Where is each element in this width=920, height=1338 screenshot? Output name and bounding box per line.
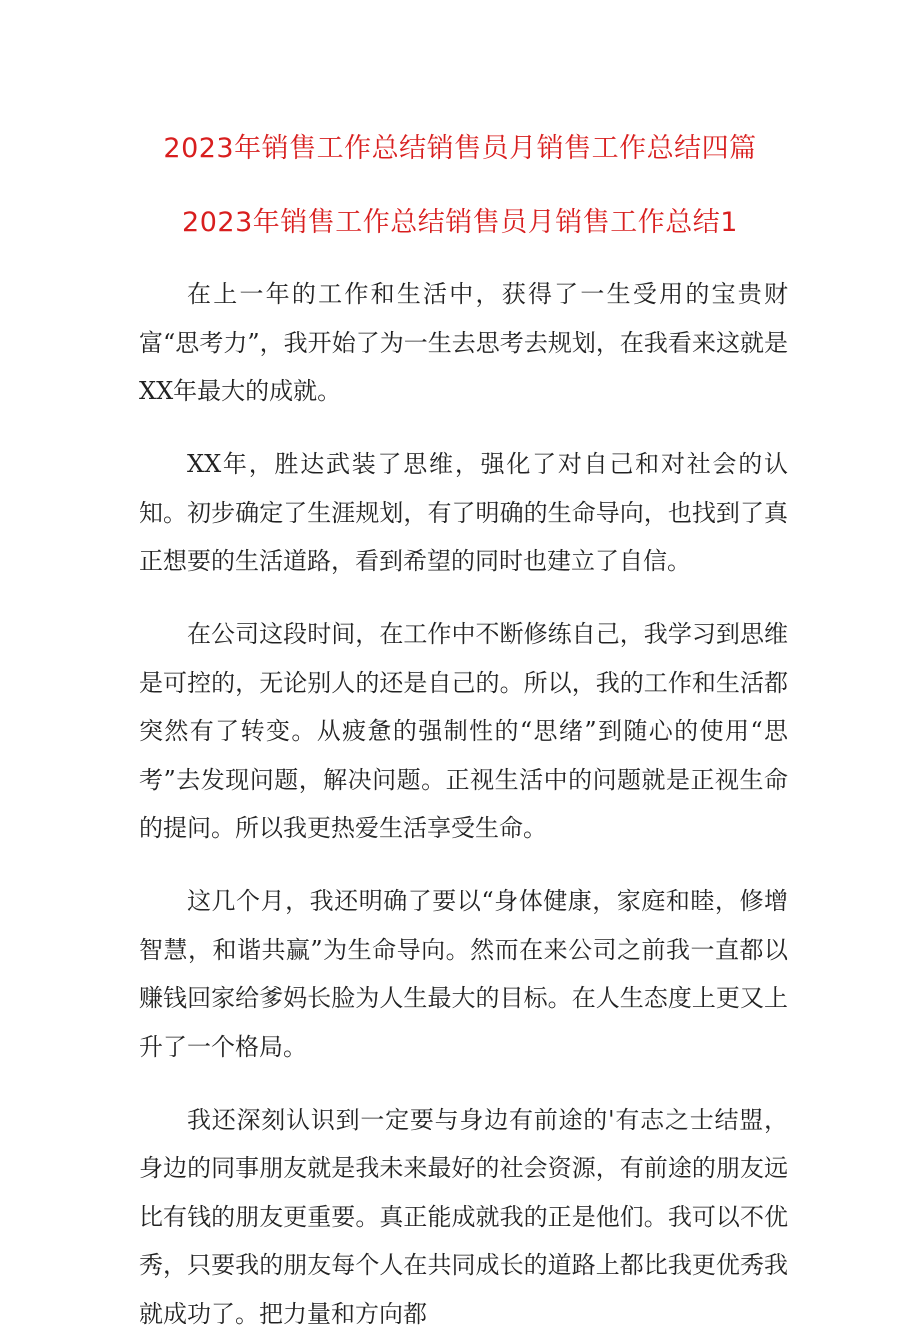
paragraph: 我还深刻认识到一定要与身边有前途的'有志之士结盟，身边的同事朋友就是我未来最好的社会资源，有前途的朋友远比有钱的朋友更重要。真正能成就我的正是他们。我可以不优秀，只要我的朋友每个人在共同成长的道路上都比我更优秀我就成功了。把力量和方向都 (139, 1096, 788, 1338)
section-title: 2023年销售工作总结销售员月销售工作总结1 (0, 206, 920, 240)
paragraph: XX年，胜达武装了思维，强化了对自己和对社会的认知。初步确定了生涯规划，有了明确的生命导向，也找到了真正想要的生活道路，看到希望的同时也建立了自信。 (139, 440, 788, 586)
paragraph: 在上一年的工作和生活中，获得了一生受用的宝贵财富“思考力”，我开始了为一生去思考去规划，在我看来这就是XX年最大的成就。 (139, 270, 788, 416)
document-title: 2023年销售工作总结销售员月销售工作总结四篇 (0, 132, 920, 166)
document-body (139, 270, 788, 1338)
paragraph: 在公司这段时间，在工作中不断修练自己，我学习到思维是可控的，无论别人的还是自己的。所以，我的工作和生活都突然有了转变。从疲惫的强制性的“思绪”到随心的使用“思考”去发现问题，解决问题。正视生活中的问题就是正视生命的提问。所以我更热爱生活享受生命。 (139, 610, 788, 853)
paragraph: 这几个月，我还明确了要以“身体健康，家庭和睦，修增智慧，和谐共赢”为生命导向。然而在来公司之前我一直都以赚钱回家给爹妈长脸为人生最大的目标。在人生态度上更又上升了一个格局。 (139, 877, 788, 1071)
